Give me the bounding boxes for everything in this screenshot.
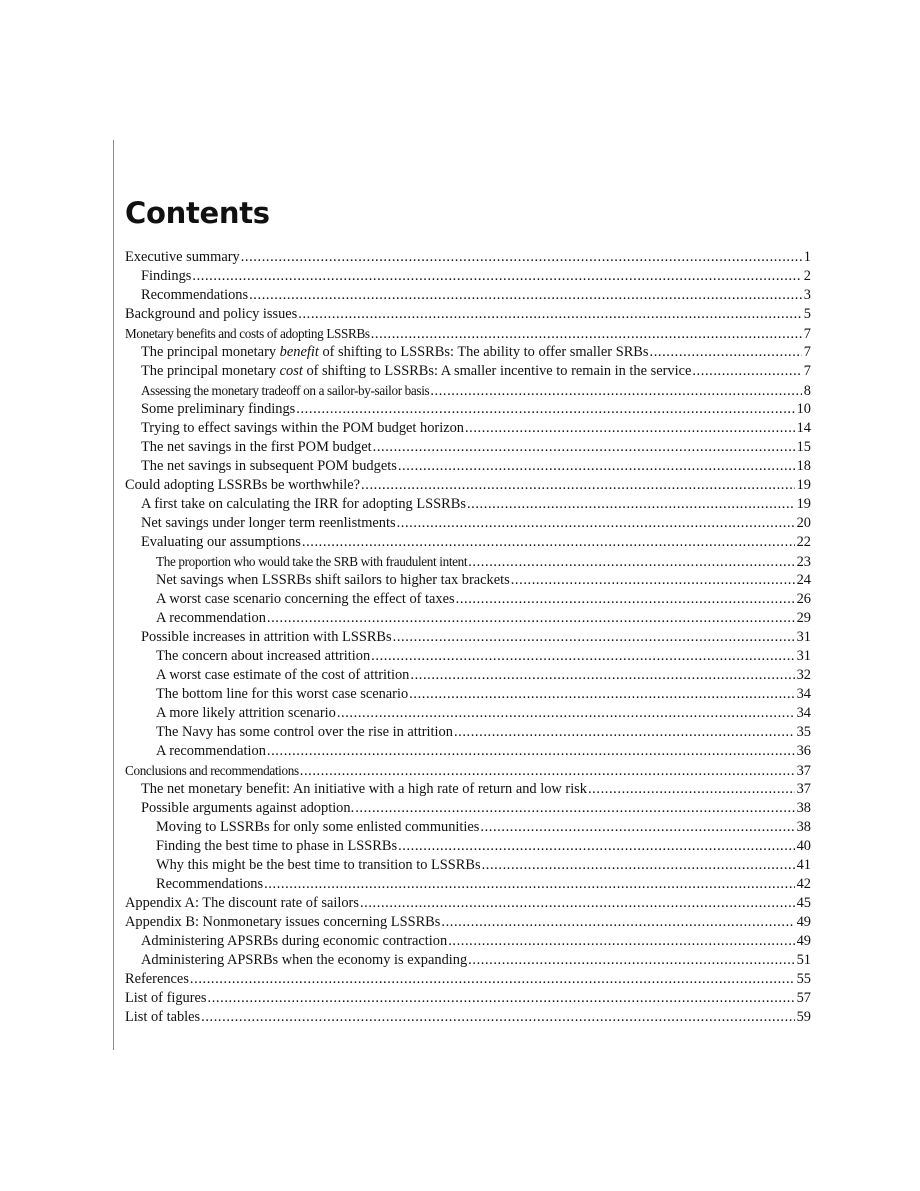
toc-entry[interactable]: [125, 343, 811, 362]
toc-entry[interactable]: [125, 248, 811, 267]
toc-page-number: 42: [796, 876, 811, 892]
dot-leader: [448, 932, 794, 951]
toc-entry-title: Administering APSRBs when the economy is expanding: [141, 952, 468, 968]
toc-page-number: 49: [796, 933, 811, 949]
toc-entry-title: References: [125, 971, 189, 987]
toc-entry-title: Assessing the monetary tradeoff on a sailor-by-sailor basis: [141, 383, 430, 398]
toc-page-number: 7: [803, 326, 811, 342]
dot-leader: [650, 343, 802, 362]
dot-leader: [398, 837, 795, 856]
toc-page-number: 31: [796, 629, 811, 645]
toc-entry-title: Recommendations: [141, 287, 249, 303]
toc-entry-title: A worst case estimate of the cost of attrition: [156, 667, 410, 683]
toc-entry[interactable]: [125, 970, 811, 989]
toc-page-number: 8: [803, 383, 811, 399]
toc-entry[interactable]: [125, 267, 811, 286]
toc-entry-title: Evaluating our assumptions: [141, 534, 301, 550]
toc-entry[interactable]: [125, 837, 811, 856]
toc-page-number: 19: [796, 496, 811, 512]
dot-leader: [465, 419, 795, 438]
toc-entry-title-post: of shifting to LSSRBs: The ability to offer smaller SRBs: [318, 344, 649, 360]
toc-page-number: 40: [796, 838, 811, 854]
toc-entry-title: [141, 343, 649, 362]
dot-leader: [456, 590, 795, 609]
toc-page-number: 35: [796, 724, 811, 740]
dot-leader: [298, 305, 802, 324]
toc-page-number: 23: [796, 554, 811, 570]
toc-entry-title: Moving to LSSRBs for only some enlisted communities: [156, 819, 480, 835]
toc-page-number: 34: [796, 705, 811, 721]
toc-page-number: 49: [796, 914, 811, 930]
toc-page-number: 57: [796, 990, 811, 1006]
toc-page-number: 22: [796, 534, 811, 550]
dot-leader: [361, 476, 795, 495]
dot-leader: [467, 495, 795, 514]
toc-entry[interactable]: [125, 533, 811, 552]
toc-entry[interactable]: [125, 704, 811, 723]
dot-leader: [468, 951, 794, 970]
toc-entry[interactable]: [125, 894, 811, 913]
toc-entry[interactable]: [125, 438, 811, 457]
toc-entry[interactable]: [125, 628, 811, 647]
dot-leader: [201, 1008, 794, 1027]
dot-leader: [267, 609, 795, 628]
toc-page-number: 7: [803, 363, 811, 379]
dot-leader: [393, 628, 795, 647]
dot-leader: [480, 818, 794, 837]
dot-leader: [208, 989, 795, 1008]
toc-entry-title: The net savings in the first POM budget: [141, 439, 372, 455]
toc-entry-title-emphasis: cost: [279, 363, 303, 379]
toc-page-number: 7: [803, 344, 811, 360]
dot-leader: [371, 325, 802, 344]
toc-entry-title: The Navy has some control over the rise in attrition: [156, 724, 453, 740]
toc-page-number: 10: [796, 401, 811, 417]
toc-page-number: 41: [796, 857, 811, 873]
toc-entry-title: A more likely attrition scenario: [156, 705, 336, 721]
dot-leader: [588, 780, 795, 799]
toc-page-number: 37: [796, 763, 811, 779]
dot-leader: [454, 723, 795, 742]
dot-leader: [192, 267, 801, 286]
dot-leader: [373, 438, 795, 457]
dot-leader: [267, 742, 795, 761]
table-of-contents: [125, 248, 811, 1027]
toc-entry[interactable]: [125, 1008, 811, 1027]
dot-leader: [397, 514, 795, 533]
toc-entry[interactable]: [125, 457, 811, 476]
dot-leader: [511, 571, 795, 590]
dot-leader: [371, 647, 794, 666]
dot-leader: [360, 894, 795, 913]
toc-entry[interactable]: [125, 495, 811, 514]
toc-entry[interactable]: [125, 305, 811, 324]
toc-page-number: 24: [796, 572, 811, 588]
toc-page-number: 31: [796, 648, 811, 664]
toc-entry-title: List of figures: [125, 990, 207, 1006]
toc-page-number: 36: [796, 743, 811, 759]
toc-entry-title: Possible increases in attrition with LSSRBs: [141, 629, 392, 645]
toc-entry-title: Administering APSRBs during economic contraction: [141, 933, 448, 949]
page-title: Contents: [125, 196, 270, 230]
toc-entry-title: A recommendation: [156, 610, 266, 626]
dot-leader: [190, 970, 795, 989]
toc-entry-title: Appendix A: The discount rate of sailors: [125, 895, 359, 911]
dot-leader: [296, 400, 794, 419]
toc-page-number: 1: [803, 249, 811, 265]
toc-entry-title: A recommendation: [156, 743, 266, 759]
toc-page-number: 51: [796, 952, 811, 968]
toc-page-number: 19: [796, 477, 811, 493]
toc-entry[interactable]: [125, 913, 811, 932]
dot-leader: [264, 875, 795, 894]
toc-page-number: 14: [796, 420, 811, 436]
toc-entry-title: Recommendations: [156, 876, 264, 892]
toc-entry[interactable]: [125, 989, 811, 1008]
toc-page-number: 38: [796, 819, 811, 835]
dot-leader: [249, 286, 802, 305]
dot-leader: [337, 704, 795, 723]
toc-page-number: 15: [796, 439, 811, 455]
toc-entry[interactable]: [125, 932, 811, 951]
dot-leader: [409, 685, 794, 704]
toc-entry-title: Some preliminary findings: [141, 401, 296, 417]
dot-leader: [241, 248, 802, 267]
toc-entry-title-pre: The principal monetary: [141, 363, 280, 379]
toc-entry[interactable]: [125, 419, 811, 438]
toc-entry-title: List of tables: [125, 1009, 201, 1025]
toc-entry-title: Conclusions and recommendations: [125, 763, 299, 778]
toc-entry[interactable]: [125, 799, 811, 818]
toc-page-number: 55: [796, 971, 811, 987]
toc-entry-title: The concern about increased attrition: [156, 648, 371, 664]
toc-page-number: 2: [803, 268, 811, 284]
toc-entry-title: A worst case scenario concerning the effect of taxes: [156, 591, 455, 607]
toc-page-number: 45: [796, 895, 811, 911]
toc-entry-title: Net savings under longer term reenlistments: [141, 515, 396, 531]
dot-leader: [468, 553, 794, 572]
toc-entry[interactable]: [125, 476, 811, 495]
dot-leader: [430, 382, 801, 401]
toc-entry-title: Executive summary: [125, 249, 240, 265]
toc-entry[interactable]: [125, 590, 811, 609]
toc-entry-title-post: of shifting to LSSRBs: A smaller incentive to remain in the service: [302, 363, 692, 379]
dot-leader: [300, 762, 795, 781]
toc-entry[interactable]: [125, 362, 811, 381]
dot-leader: [410, 666, 794, 685]
toc-entry[interactable]: [125, 552, 811, 571]
toc-page-number: 29: [796, 610, 811, 626]
toc-entry-title: Net savings when LSSRBs shift sailors to higher tax brackets: [156, 572, 510, 588]
toc-page-number: 26: [796, 591, 811, 607]
toc-page-number: 38: [796, 800, 811, 816]
dot-leader: [692, 362, 801, 381]
toc-entry[interactable]: [125, 780, 811, 799]
toc-page-number: 3: [803, 287, 811, 303]
toc-entry-title: Monetary benefits and costs of adopting LSSRBs: [125, 326, 370, 341]
toc-entry[interactable]: [125, 571, 811, 590]
toc-entry[interactable]: [125, 400, 811, 419]
toc-entry-title: Trying to effect savings within the POM budget horizon: [141, 420, 464, 436]
toc-page-number: 59: [796, 1009, 811, 1025]
toc-entry-title: Appendix B: Nonmonetary issues concerning LSSRBs: [125, 914, 441, 930]
toc-entry-title-emphasis: benefit: [279, 344, 319, 360]
toc-page-number: 37: [796, 781, 811, 797]
toc-entry-title: The proportion who would take the SRB with fraudulent intent: [156, 554, 468, 569]
toc-page-number: 18: [796, 458, 811, 474]
toc-entry-title: The net savings in subsequent POM budgets: [141, 458, 397, 474]
toc-entry-title: Could adopting LSSRBs be worthwhile?: [125, 477, 361, 493]
toc-entry-title: Finding the best time to phase in LSSRBs: [156, 838, 398, 854]
toc-page-number: 20: [796, 515, 811, 531]
toc-entry[interactable]: [125, 761, 811, 780]
toc-page-number: 34: [796, 686, 811, 702]
toc-entry-title: Why this might be the best time to transition to LSSRBs: [156, 857, 481, 873]
dot-leader: [302, 533, 795, 552]
toc-entry[interactable]: [125, 951, 811, 970]
toc-entry-title: Findings: [141, 268, 192, 284]
toc-entry-title: [141, 362, 691, 381]
dot-leader: [441, 913, 794, 932]
toc-entry[interactable]: [125, 381, 811, 400]
toc-entry[interactable]: [125, 666, 811, 685]
toc-entry-title: A first take on calculating the IRR for adopting LSSRBs: [141, 496, 466, 512]
toc-entry[interactable]: [125, 875, 811, 894]
toc-entry[interactable]: [125, 723, 811, 742]
toc-entry[interactable]: [125, 818, 811, 837]
dot-leader: [482, 856, 795, 875]
toc-entry[interactable]: [125, 742, 811, 761]
toc-entry[interactable]: [125, 647, 811, 666]
dot-leader: [398, 457, 795, 476]
toc-entry[interactable]: [125, 685, 811, 704]
toc-page-number: 5: [803, 306, 811, 322]
toc-entry-title: Background and policy issues: [125, 306, 298, 322]
dot-leader: [355, 799, 794, 818]
toc-entry[interactable]: [125, 324, 811, 343]
toc-entry[interactable]: [125, 856, 811, 875]
toc-entry-title-pre: The principal monetary: [141, 344, 280, 360]
margin-rule: [113, 140, 114, 1050]
toc-entry-title: The net monetary benefit: An initiative with a high rate of return and low risk: [141, 781, 587, 797]
toc-page-number: 32: [796, 667, 811, 683]
toc-entry-title: The bottom line for this worst case scenario: [156, 686, 409, 702]
toc-entry[interactable]: [125, 286, 811, 305]
toc-entry[interactable]: [125, 609, 811, 628]
toc-entry[interactable]: [125, 514, 811, 533]
toc-entry-title: Possible arguments against adoption.: [141, 800, 355, 816]
